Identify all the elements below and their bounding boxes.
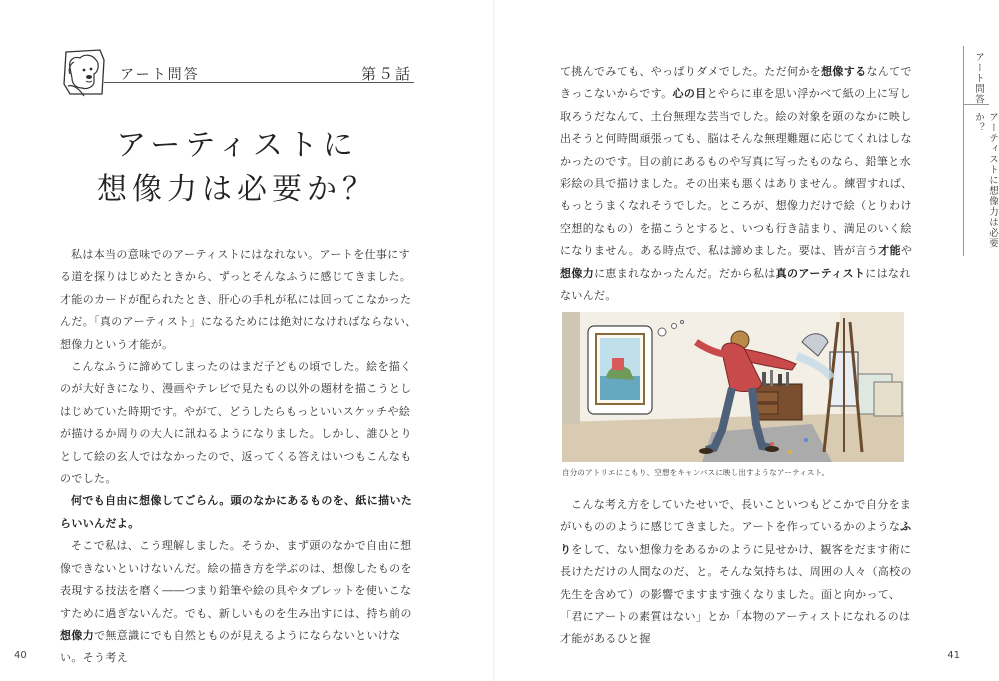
paragraph: こんなふうに諦めてしまったのはまだ子どもの頃でした。絵を描くのが大好きになり、漫画やテレビで見たもの以外の題材を描こうとしはじめていた時期です。やがて、どうしたらもっといいスケッチや絵が描けるか周りの大人に訊ねるようになりました。しかし、誰ひとりとして絵の玄人ではなかったので、返ってくる答えはいつもこんなものでした。 <box>60 360 412 486</box>
illustration-caption: 自分のアトリエにこもり、空想をキャンバスに映し出すようなアーティスト。 <box>562 468 830 477</box>
paragraph: そこで私は、こう理解しました。そうか、まず頭のなかで自由に想像できないといけないんだ。絵の描き方を学ぶのは、想像したものを表現する技法を磨く――つまり鉛筆や絵の具やタブレットを使いこなすために過ぎないんだ。でも、新しいものを生み出すには、持ち前の想像力で無意識にでも自然とものが見えるようにならないといけない。そう考え <box>60 539 412 665</box>
paragraph: こんな考え方をしていたせいで、長いこといつもどこかで自分をまがいもののように感じてきました。アートを作っているかのようなふりをして、ない想像力をあるかのように見せかけ、観客をだます術に長けただけの人間なのだ、と。そんな気持ちは、周囲の人々（高校の先生を含めて）の影響でますます強くなりました。面と向かって、「君にアートの素質はない」とか「本物のアーティストになれるのは才能があるひと握 <box>560 498 912 646</box>
side-index-tab <box>963 46 998 256</box>
left-page <box>0 0 494 681</box>
side-tab-divider <box>964 104 989 105</box>
paragraph: て挑んでみても、やっぱりダメでした。ただ何かを想像するなんてできっこないからです。心の目とやらに車を思い浮かべて紙の上に写し取ろうだなんて、土台無理な芸当でした。絵の対象を頭のなかに映し出そうと何時間頑張っても、脳はそんな無理難題に応じてくれはしなかったのです。目の前にあるものや写真に写ったものなら、鉛筆と水彩絵の具で描けました。その出来も悪くはありません。練習すれば、もっとうまくなれそうでした。ところが、想像力だけで絵（とりわけ空想的なもの）を描こうとすると、いつも行き詰まり、満足のいく絵になりません。ある時点で、私は諦めました。要は、皆が言う才能や想像力に恵まれなかったんだ。だから私は真のアーティストにはなれないんだ。 <box>560 65 913 303</box>
paragraph: 私は本当の意味でのアーティストにはなれない。アートを仕事にする道を探りはじめたときから、ずっとそんなふうに感じてきました。才能のカードが配られたとき、肝心の手札が私には回ってこなかったんだ。「真のアーティスト」になるためには絶対になければならない、想像力という才能が。 <box>60 248 417 351</box>
artist-studio-illustration <box>562 312 904 462</box>
chapter-header <box>60 44 414 100</box>
right-page <box>494 0 998 681</box>
page-number-right: 41 <box>947 650 960 661</box>
side-tab-article-label: アーティストに想像力は必要か？ <box>973 112 998 249</box>
page-number-left: 40 <box>14 650 27 661</box>
dog-mascot-icon <box>60 46 108 98</box>
side-tab-series-label: アート問答 <box>973 52 984 105</box>
emphasis-paragraph: 何でも自由に想像してごらん。頭のなかにあるものを、紙に描いたらいいんだよ。 <box>60 494 413 530</box>
right-body-text-bottom <box>560 494 916 651</box>
article-title <box>60 124 414 212</box>
title-line-2: 想像力は必要か？ <box>97 172 377 207</box>
episode-number: 第５話 <box>360 65 412 83</box>
left-body-text <box>60 244 420 670</box>
right-body-text-top <box>560 61 916 307</box>
series-title: アート問答 <box>120 67 200 83</box>
title-line-1: アーティストに <box>116 128 358 163</box>
